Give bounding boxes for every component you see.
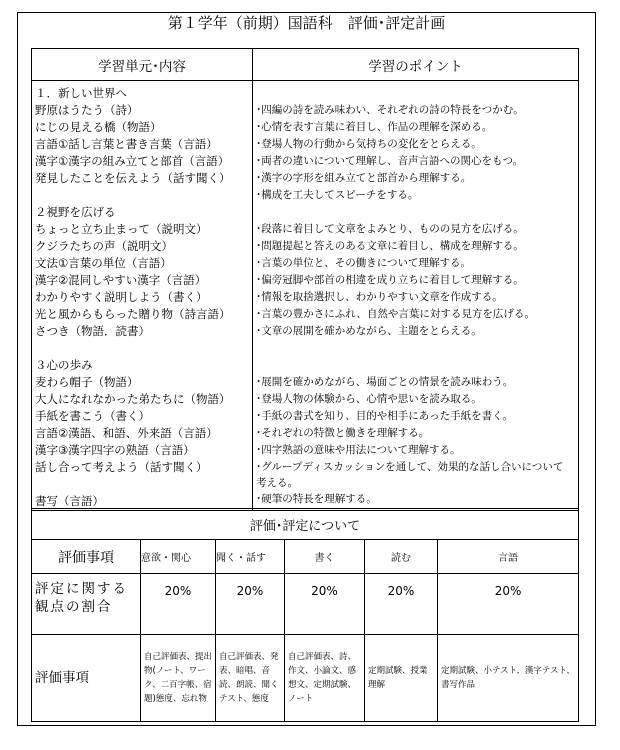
percent-writing: 20% <box>285 574 365 635</box>
learning-point: ･段落に着目して文章をよみとり、ものの見方を広げる。 <box>256 223 524 235</box>
unit-item: 言語②漢語、和語、外来語（言語） <box>35 426 218 440</box>
learning-point: ･言葉の豊かさにふれ、自然や言葉に対する見方を広げる。 <box>256 308 535 320</box>
evaluation-caption: 評価･評定について <box>32 509 579 540</box>
learning-point: ･漢字の字形を組み立てと部首から理解する。 <box>256 172 472 184</box>
unit-item: 話し合って考えよう（話す聞く） <box>35 460 208 474</box>
evaluation-header-row <box>32 540 579 574</box>
items-language: 定期試験、小テスト、漢字テスト、書写作品 <box>438 635 579 722</box>
learning-point: ･登場人物の行動から気持ちの変化をとらえる。 <box>256 138 482 150</box>
learning-point: ･情報を取捨選択し、わかりやすい文章を作成する。 <box>256 291 503 303</box>
unit-heading: １．新しい世界へ <box>35 86 127 100</box>
unit-content-column <box>32 81 253 511</box>
unit-heading: ３心の歩み <box>35 358 93 372</box>
learning-point: ･構成を工夫してスピーチをする。 <box>256 189 419 201</box>
learning-point: ･四編の詩を読み味わい、それぞれの詩の特長をつかむ。 <box>256 104 524 116</box>
header-learning-points: 学習のポイント <box>253 49 579 81</box>
unit-item: クジラたちの声（説明文） <box>35 239 173 253</box>
percent-language: 20% <box>438 574 579 635</box>
row-label-ratio: 評定に関する観点の割合 <box>32 574 141 635</box>
evaluation-table <box>31 508 579 722</box>
unit-item: 野原はうたう（詩） <box>35 103 139 117</box>
learning-point: ･それぞれの特徴と働きを理解する。 <box>256 427 430 439</box>
unit-item: 言語①話し言葉と書き言葉（言語） <box>35 137 218 151</box>
column-listening-speaking: 聞く・話す <box>216 540 285 574</box>
learning-point: ･言葉の単位と、その働きについて理解する。 <box>256 257 472 269</box>
learning-point: ･グループディスカッションを通して、効果的な話し合いについて考える。 <box>256 461 564 489</box>
column-reading: 読む <box>365 540 438 574</box>
unit-item: 文法①言葉の単位（言語） <box>35 256 172 270</box>
learning-plan-table <box>31 48 579 511</box>
plan-header-row <box>32 49 579 81</box>
column-interest: 意欲・関心 <box>141 540 216 574</box>
unit-item: 光と風からもらった贈り物（詩言語） <box>35 307 231 321</box>
learning-point: ･心情を表す言葉に着目し、作品の理解を深める。 <box>256 121 493 133</box>
unit-item: わかりやすく説明しよう（書く） <box>35 290 208 304</box>
percent-reading: 20% <box>365 574 438 635</box>
learning-point: ･手紙の書式を知り、目的や相手にあった手紙を書く。 <box>256 410 513 422</box>
column-language: 言語 <box>438 540 579 574</box>
unit-item: ちょっと立ち止まって（説明文） <box>35 222 208 236</box>
unit-item: 漢字②混同しやすい漢字（言語） <box>35 273 207 287</box>
learning-point: ･問題提起と答えのある文章に着目し、構成を理解する。 <box>256 240 524 252</box>
learning-point: ･展開を確かめながら、場面ごとの情景を読み味わう。 <box>256 376 514 388</box>
percent-listening-speaking: 20% <box>216 574 285 635</box>
learning-point: ･硬筆の特長を理解する。 <box>256 493 377 505</box>
evaluation-items-row <box>32 635 579 722</box>
page-title: 第１学年（前期）国語科 評価･評定計画 <box>167 14 446 32</box>
learning-point: ･文章の展開を確かめながら、主題をとらえる。 <box>256 325 482 337</box>
unit-item: さつき（物語．読書） <box>35 324 150 338</box>
column-writing: 書く <box>285 540 365 574</box>
learning-points-column <box>253 81 579 511</box>
unit-item: 漢字①漢字の組み立てと部首（言語） <box>35 154 230 168</box>
unit-item: 漢字③漢字四字の熟語（言語） <box>35 443 195 457</box>
percent-interest: 20% <box>141 574 216 635</box>
unit-item: 大人になれなかった弟たちに（物語） <box>35 392 231 406</box>
row-label-evaluation-items-2: 評価事項 <box>32 635 141 722</box>
header-unit-content: 学習単元･内容 <box>32 49 253 81</box>
unit-item: 書写（言語） <box>35 494 104 508</box>
items-writing: 自己評価表、詩、作文、小論文、感想文、定期試験、ノート <box>285 635 365 722</box>
unit-item: 手紙を書こう（書く） <box>35 409 150 423</box>
learning-point: ･偏旁冠脚や部首の相違を成り立ちに着目して理解する。 <box>256 274 524 286</box>
unit-heading: ２視野を広げる <box>35 205 116 219</box>
items-listening-speaking: 自己評価表、発表、暗唱、音読、朗読、聞くテスト、態度 <box>216 635 285 722</box>
learning-point: ･四字熟語の意味や用法について理解する。 <box>256 444 461 456</box>
row-label-evaluation-items: 評価事項 <box>32 540 141 574</box>
learning-point: ･登場人物の体験から、心情や思いを読み取る。 <box>256 393 482 405</box>
items-reading: 定期試験、授業理解 <box>365 635 438 722</box>
unit-item: 麦わら帽子（物語） <box>35 375 139 389</box>
unit-item: にじの見える橋（物語） <box>35 120 162 134</box>
learning-point: ･両者の違いについて理解し、音声言語への関心をもつ。 <box>256 155 524 167</box>
plan-body-row <box>32 81 579 511</box>
percentage-row <box>32 574 579 635</box>
unit-item: 発見したことを伝えよう（話す聞く） <box>35 171 231 185</box>
items-interest: 自己評価表、提出物(ノート、ワーク、二百字帳、宿題)態度、忘れ物 <box>141 635 216 722</box>
